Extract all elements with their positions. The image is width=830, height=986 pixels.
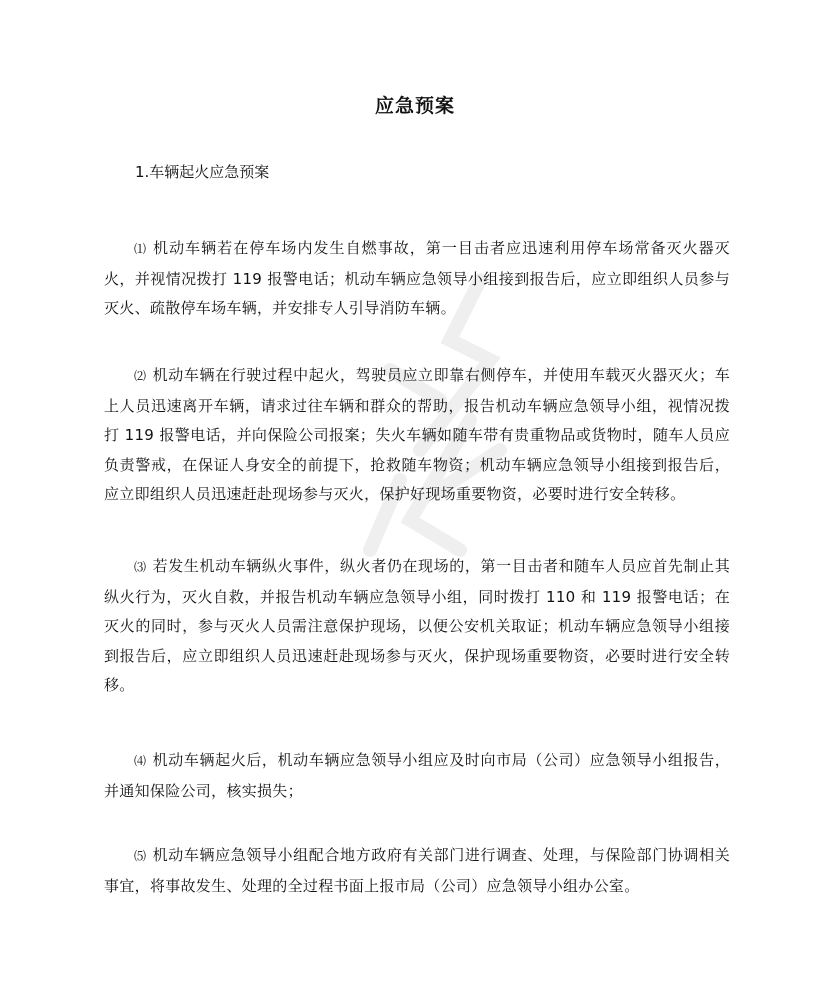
paragraph-1	[104, 234, 730, 324]
paragraph-number: ⑸	[134, 849, 147, 863]
paragraph-2	[104, 361, 730, 510]
paragraph-text: 机动车辆若在停车场内发生自燃事故，第一目击者应迅速利用停车场常备灭火器灭火，并视情况拨打 119 报警电话；机动车辆应急领导小组接到报告后，应立即组织人员参与灭火、疏散停车场车辆，并安排专人引导消防车辆。	[104, 239, 730, 317]
paragraph-number: ⑴	[134, 242, 148, 256]
paragraph-5	[104, 841, 730, 901]
paragraph-number: ⑵	[134, 369, 147, 383]
paragraph-3	[104, 552, 730, 701]
paragraph-number: ⑷	[134, 754, 147, 768]
paragraph-text: 若发生机动车辆纵火事件，纵火者仍在现场的，第一目击者和随车人员应首先制止其纵火行为，灭火自救，并报告机动车辆应急领导小组，同时拨打 110 和 119 报警电话；在灭火的同时，参与灭火人员需注意保护现场，以便公安机关取证；机动车辆应急领导小组接到报告后，应立即组织人员迅速赶赴现场参与灭火，保护现场重要物资，必要时进行安全转移。	[104, 557, 730, 694]
paragraph-text: 机动车辆应急领导小组配合地方政府有关部门进行调查、处理，与保险部门协调相关事宜，将事故发生、处理的全过程书面上报市局（公司）应急领导小组办公室。	[104, 846, 730, 895]
paragraph-number: ⑶	[134, 560, 147, 574]
document-title: 应急预案	[374, 95, 455, 117]
paragraph-text: 机动车辆在行驶过程中起火，驾驶员应立即靠右侧停车，并使用车载灭火器灭火；车上人员迅速离开车辆，请求过往车辆和群众的帮助，报告机动车辆应急领导小组，视情况拨打 119 报警电话，并向保险公司报案；失火车辆如随车带有贵重物品或货物时，随车人员应负责警戒，在保证人身安全的前提下，抢救随车物资；机动车辆应急领导小组接到报告后，应立即组织人员迅速赶赴现场参与灭火，保护好现场重要物资，必要时进行安全转移。	[104, 366, 730, 503]
section-heading: 1.车辆起火应急预案	[135, 163, 270, 181]
paragraph-4	[104, 746, 730, 806]
paragraph-text: 机动车辆起火后，机动车辆应急领导小组应及时向市局（公司）应急领导小组报告，并通知保险公司，核实损失；	[104, 751, 730, 800]
